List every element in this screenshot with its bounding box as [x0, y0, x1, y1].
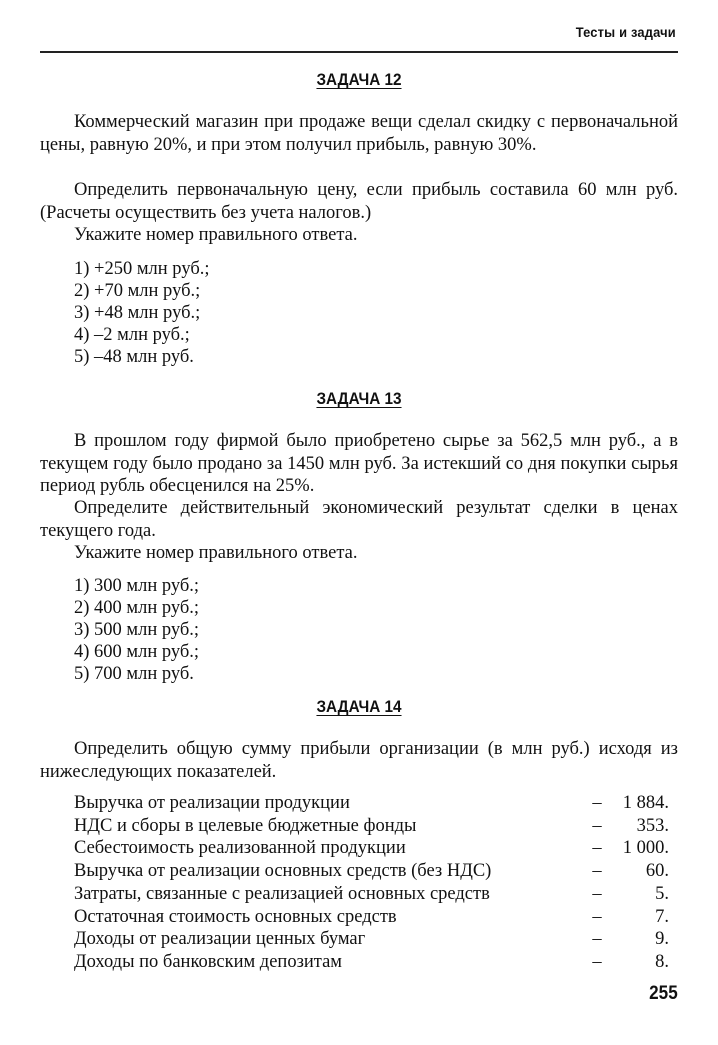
- indicator-dash: –: [592, 815, 602, 836]
- task-13-option: 4) 600 млн руб.;: [74, 642, 200, 662]
- task-13-options: [74, 575, 199, 685]
- indicator-dash: –: [592, 883, 602, 904]
- task-12-paragraph-2: Определить первоначальную цену, если прибыль составила 60 млн руб. (Расчеты осуществить без учета налогов.): [40, 180, 678, 223]
- indicator-dash: –: [592, 906, 602, 927]
- indicator-value: 1 000.: [622, 838, 669, 859]
- task-13-option: 2) 400 млн руб.;: [74, 598, 200, 618]
- table-row: [74, 906, 669, 929]
- indicator-value: 60.: [645, 861, 669, 882]
- indicator-dash: –: [592, 861, 602, 882]
- indicator-value: 7.: [655, 906, 669, 927]
- task-13-title: ЗАДАЧА 13: [316, 389, 402, 408]
- task-12-option: 5) –48 млн руб.: [74, 347, 194, 367]
- indicator-dash: –: [592, 793, 602, 813]
- task-13-paragraph-3: Укажите номер правильного ответа.: [74, 543, 358, 563]
- indicator-label: Доходы от реализации ценных бумаг: [74, 929, 366, 950]
- task-12-title: ЗАДАЧА 12: [316, 70, 402, 89]
- task-12-options: [74, 258, 210, 368]
- task-13-option: 5) 700 млн руб.: [74, 664, 194, 684]
- task-14-paragraph-1: Определить общую сумму прибыли организации (в млн руб.) исходя из нижеследующих показателей.: [40, 739, 678, 782]
- task-13-paragraph-2: Определите действительный экономический результат сделки в ценах текущего года.: [40, 498, 678, 541]
- indicator-label: Выручка от реализации основных средств (без НДС): [74, 861, 492, 882]
- indicator-label: Выручка от реализации продукции: [74, 793, 350, 813]
- indicator-dash: –: [592, 951, 602, 972]
- running-header: Тесты и задачи: [575, 24, 676, 40]
- task-12-option: 4) –2 млн руб.;: [74, 325, 190, 345]
- indicator-value: 353.: [636, 815, 669, 836]
- table-row: [74, 860, 669, 883]
- task-14-indicators-table: [74, 792, 669, 974]
- indicator-value: 9.: [655, 929, 669, 950]
- task-13-paragraph-1: В прошлом году фирмой было приобретено сырье за 562,5 млн руб., а в текущем году было продано за 1450 млн руб. За истекший со дня покупки сырья период рубль обесценился на 25%.: [40, 431, 678, 496]
- header-rule: [40, 51, 678, 53]
- indicator-label: Себестоимость реализованной продукции: [74, 838, 406, 859]
- indicator-dash: –: [592, 929, 602, 950]
- indicator-label: Остаточная стоимость основных средств: [74, 906, 397, 927]
- task-12-option: 2) +70 млн руб.;: [74, 281, 201, 301]
- table-row: [74, 792, 669, 815]
- indicator-label: Затраты, связанные с реализацией основных средств: [74, 883, 490, 904]
- indicator-label: Доходы по банковским депозитам: [74, 951, 343, 972]
- indicator-dash: –: [592, 838, 602, 859]
- table-row: [74, 883, 669, 906]
- indicator-label: НДС и сборы в целевые бюджетные фонды: [74, 815, 417, 836]
- indicator-value: 5.: [655, 883, 669, 904]
- task-12-paragraph-3: Укажите номер правильного ответа.: [74, 225, 358, 245]
- table-row: [74, 951, 669, 974]
- indicator-value: 1 884.: [622, 793, 669, 813]
- page-number: 255: [649, 983, 678, 1004]
- table-row: [74, 815, 669, 838]
- task-12-option: 3) +48 млн руб.;: [74, 303, 201, 323]
- task-13-option: 3) 500 млн руб.;: [74, 620, 200, 640]
- task-12-option: 1) +250 млн руб.;: [74, 259, 210, 279]
- table-row: [74, 928, 669, 951]
- task-12-paragraph-1: Коммерческий магазин при продаже вещи сделал скидку с первоначальной цены, равную 20%, и при этом получил прибыль, равную 30%.: [40, 112, 678, 155]
- indicator-value: 8.: [655, 951, 669, 972]
- task-13-option: 1) 300 млн руб.;: [74, 576, 200, 596]
- table-row: [74, 837, 669, 860]
- task-14-title: ЗАДАЧА 14: [316, 697, 402, 716]
